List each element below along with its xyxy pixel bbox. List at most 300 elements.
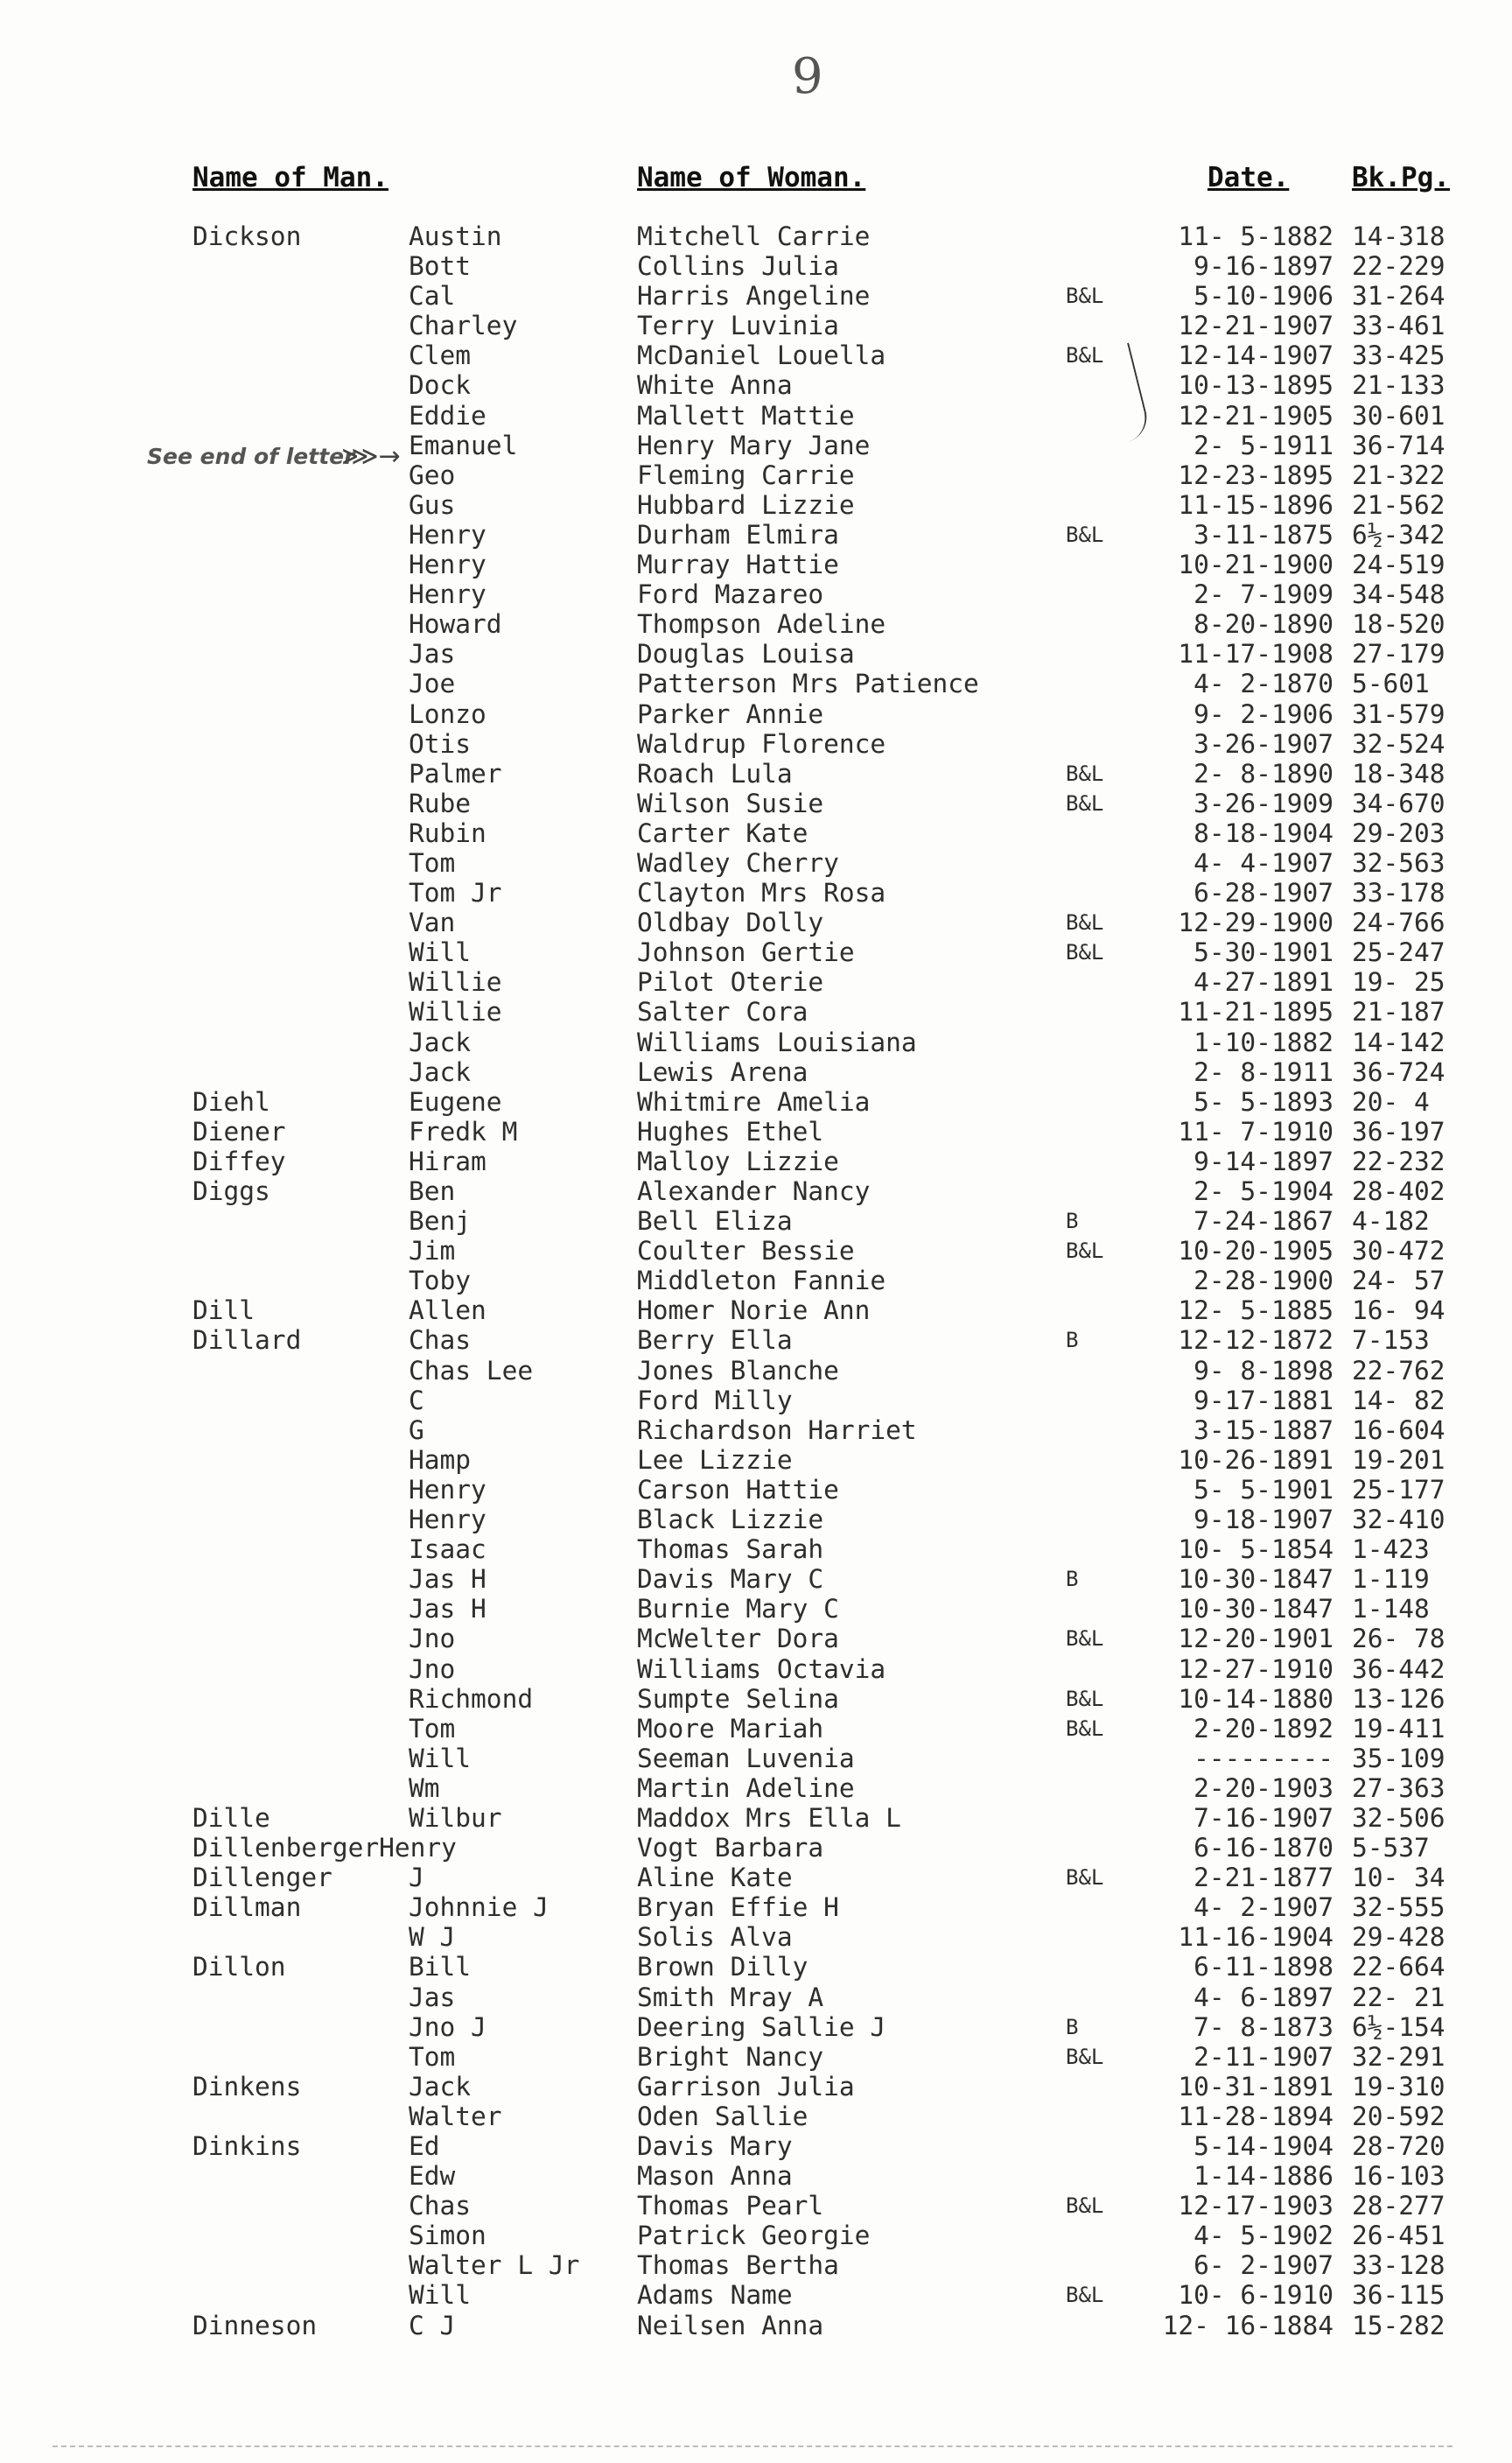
record-date: 8-18-1904 (1194, 817, 1334, 848)
record-date: 5-10-1906 (1194, 281, 1334, 312)
record-book: 24-519 (1352, 550, 1446, 580)
record-woman: Adams Name (637, 2280, 793, 2311)
record-given: Jack (409, 1056, 472, 1087)
record-row (0, 2072, 1512, 2102)
record-book: 32-524 (1352, 728, 1446, 759)
record-given: Johnnie J (409, 1892, 549, 1923)
record-note: B&L (1066, 2193, 1104, 2219)
record-row (0, 908, 1512, 937)
record-given: Simon (409, 2221, 486, 2251)
record-book: 24-766 (1352, 908, 1446, 938)
record-date: 10-30-1847 (1178, 1594, 1334, 1624)
record-date: 2- 5-1911 (1194, 430, 1334, 460)
record-woman: Hubbard Lizzie (637, 489, 855, 520)
record-given: Rubin (409, 817, 486, 848)
record-woman: Thomas Sarah (637, 1534, 824, 1565)
record-woman: Terry Luvinia (637, 311, 839, 341)
record-given: Eddie (409, 400, 486, 431)
record-book: 19-310 (1352, 2071, 1446, 2102)
record-woman: Oden Sallie (637, 2101, 808, 2131)
record-book: 32-410 (1352, 1505, 1446, 1535)
record-note: B&L (1066, 1686, 1104, 1711)
record-row (0, 1892, 1512, 1922)
record-note: B&L (1066, 2044, 1104, 2069)
record-given: Willie (409, 967, 502, 998)
record-surname: Diehl (192, 1086, 270, 1117)
record-woman: McWelter Dora (637, 1624, 839, 1654)
record-woman: Waldrup Florence (637, 728, 886, 759)
record-date: 12-23-1895 (1178, 460, 1334, 490)
record-row (0, 1147, 1512, 1176)
record-date: 12-21-1907 (1178, 311, 1334, 341)
record-given: Bott (409, 251, 472, 282)
record-row (0, 848, 1512, 878)
record-given: Clem (409, 340, 472, 371)
record-woman: Harris Angeline (637, 281, 871, 312)
record-date: 8-20-1890 (1194, 609, 1334, 640)
record-woman: Collins Julia (637, 251, 839, 282)
record-date: 3-26-1907 (1194, 728, 1334, 759)
record-woman: Davis Mary C (637, 1564, 824, 1595)
record-book: 10- 34 (1352, 1863, 1446, 1893)
record-row (0, 2280, 1512, 2310)
record-surname: Dinneson (192, 2310, 318, 2340)
record-book: 1-148 (1352, 1594, 1430, 1624)
record-row (0, 699, 1512, 729)
record-book: 32-506 (1352, 1802, 1446, 1833)
record-date: 12-21-1905 (1178, 400, 1334, 431)
record-date: 12-17-1903 (1178, 2191, 1334, 2221)
page-number: 9 (792, 48, 823, 105)
record-row (0, 1325, 1512, 1355)
record-book: 36-442 (1352, 1653, 1446, 1684)
record-row (0, 1295, 1512, 1325)
record-given: Wm (409, 1772, 440, 1803)
record-date: 11-28-1894 (1178, 2101, 1334, 2131)
record-given: Van (409, 908, 456, 938)
record-date: 11-17-1908 (1178, 639, 1334, 670)
record-book: 27-363 (1352, 1772, 1446, 1803)
record-date: 10- 5-1854 (1178, 1534, 1334, 1565)
record-given: Wilbur (409, 1802, 502, 1833)
record-book: 19-411 (1352, 1713, 1446, 1744)
record-book: 1-423 (1352, 1534, 1430, 1565)
record-book: 31-579 (1352, 698, 1446, 729)
record-note: B&L (1066, 1716, 1104, 1741)
record-row (0, 1684, 1512, 1714)
record-surname: Dill (192, 1295, 256, 1326)
record-row (0, 639, 1512, 669)
record-book: 16- 94 (1352, 1295, 1446, 1326)
record-book: 33-425 (1352, 340, 1446, 371)
record-woman: Roach Lula (637, 758, 793, 789)
record-woman: Vogt Barbara (637, 1833, 824, 1863)
record-woman: Lewis Arena (637, 1056, 808, 1087)
record-woman: Moore Mariah (637, 1713, 824, 1744)
record-given: Jas (409, 1982, 456, 2012)
record-date: 2-28-1900 (1194, 1266, 1334, 1296)
record-date: 4- 6-1897 (1194, 1982, 1334, 2012)
record-book: 31-264 (1352, 281, 1446, 312)
record-book: 33-128 (1352, 2250, 1446, 2281)
record-given: Charley (409, 311, 518, 341)
record-note: B&L (1066, 1626, 1104, 1652)
record-book: 14-318 (1352, 221, 1446, 251)
record-row (0, 1236, 1512, 1266)
header-book-page: Bk.Pg. (1352, 162, 1450, 193)
record-date: 10-13-1895 (1178, 370, 1334, 401)
record-book: 21-133 (1352, 370, 1446, 401)
record-given: Jim (409, 1236, 456, 1267)
record-given: Benj (409, 1206, 472, 1237)
record-given: Toby (409, 1266, 472, 1296)
record-woman: Burnie Mary C (637, 1594, 839, 1624)
record-book: 5-601 (1352, 669, 1430, 699)
record-date: 9-17-1881 (1194, 1385, 1334, 1415)
record-book: 19-201 (1352, 1444, 1446, 1475)
record-woman: Garrison Julia (637, 2071, 855, 2102)
record-woman: Fleming Carrie (637, 460, 855, 490)
record-woman: Black Lizzie (637, 1505, 824, 1535)
record-date: 10-14-1880 (1178, 1683, 1334, 1714)
record-date: 5- 5-1893 (1194, 1086, 1334, 1117)
record-date: 2-20-1892 (1194, 1713, 1334, 1744)
record-row (0, 579, 1512, 609)
record-woman: Mitchell Carrie (637, 221, 871, 251)
record-given: Edw (409, 2161, 456, 2192)
record-row (0, 1803, 1512, 1833)
record-given: Walter (409, 2101, 502, 2131)
record-date: 10-20-1905 (1178, 1236, 1334, 1267)
record-given: Henry (409, 579, 486, 610)
record-note: B&L (1066, 790, 1104, 816)
record-row (0, 2012, 1512, 2042)
record-row (0, 997, 1512, 1027)
record-given: C (409, 1385, 424, 1415)
record-book: 24- 57 (1352, 1266, 1446, 1296)
record-surname: Dillman (192, 1892, 302, 1923)
record-woman: Solis Alva (637, 1922, 793, 1953)
record-row (0, 967, 1512, 997)
record-book: 13-126 (1352, 1683, 1446, 1714)
record-row (0, 1266, 1512, 1295)
record-row (0, 490, 1512, 520)
record-book: 25-247 (1352, 937, 1446, 968)
record-row (0, 1952, 1512, 1982)
record-woman: Douglas Louisa (637, 639, 855, 670)
record-woman: Brown Dilly (637, 1952, 808, 1982)
record-row (0, 1744, 1512, 1773)
record-surname: Dille (192, 1802, 270, 1833)
record-date: 10-21-1900 (1178, 550, 1334, 580)
header-name-of-woman: Name of Woman. (637, 162, 866, 193)
record-book: 33-178 (1352, 878, 1446, 909)
record-date: 12- 5-1885 (1178, 1295, 1334, 1326)
record-row (0, 1087, 1512, 1117)
record-row (0, 789, 1512, 818)
record-row (0, 1714, 1512, 1744)
record-given: Ed (409, 2131, 440, 2161)
record-book: 21-562 (1352, 489, 1446, 520)
record-date: 9- 8-1898 (1194, 1355, 1334, 1386)
record-woman: Wilson Susie (637, 788, 824, 818)
record-book: 26- 78 (1352, 1624, 1446, 1654)
record-date: 12-29-1900 (1178, 908, 1334, 938)
record-date: 7- 8-1873 (1194, 2011, 1334, 2042)
record-book: 4-182 (1352, 1206, 1430, 1237)
record-row (0, 878, 1512, 908)
record-given: Richmond (409, 1683, 534, 1714)
record-woman: Maddox Mrs Ella L (637, 1802, 901, 1833)
record-given: Hamp (409, 1444, 472, 1475)
record-woman: Mallett Mattie (637, 400, 855, 431)
record-given: Henry (409, 550, 486, 580)
record-row (0, 1415, 1512, 1445)
record-row (0, 520, 1512, 550)
record-given: Eugene (409, 1086, 502, 1117)
record-row (0, 1386, 1512, 1415)
record-date: 5-14-1904 (1194, 2131, 1334, 2161)
record-row (0, 609, 1512, 639)
record-given: Cal (409, 281, 456, 312)
record-woman: Oldbay Dolly (637, 908, 824, 938)
record-row (0, 431, 1512, 460)
record-given: Henry (409, 1474, 486, 1505)
record-given: Will (409, 2280, 472, 2311)
record-row (0, 2221, 1512, 2250)
record-given: Bill (409, 1952, 472, 1982)
record-date: 5-30-1901 (1194, 937, 1334, 968)
record-book: 29-428 (1352, 1922, 1446, 1953)
record-row (0, 550, 1512, 579)
record-surname: Diggs (192, 1176, 270, 1206)
record-row (0, 1982, 1512, 2012)
record-woman: Deering Sallie J (637, 2011, 886, 2042)
record-row (0, 1594, 1512, 1624)
record-woman: Sumpte Selina (637, 1683, 839, 1714)
record-book: 22-664 (1352, 1952, 1446, 1982)
record-woman: Durham Elmira (637, 519, 839, 550)
record-date: 12-12-1872 (1178, 1325, 1334, 1356)
record-date: 10-31-1891 (1178, 2071, 1334, 2102)
record-woman: Ford Mazareo (637, 579, 824, 610)
record-date: --------- (1194, 1743, 1334, 1773)
record-row (0, 1922, 1512, 1952)
records-list (0, 221, 1512, 2340)
record-given: Will (409, 937, 472, 968)
record-row (0, 1505, 1512, 1534)
record-date: 7-24-1867 (1194, 1206, 1334, 1237)
record-note: B&L (1066, 761, 1104, 786)
record-date: 4-27-1891 (1194, 967, 1334, 998)
record-book: 28-402 (1352, 1176, 1446, 1206)
record-date: 11-16-1904 (1178, 1922, 1334, 1953)
record-book: 32-555 (1352, 1892, 1446, 1923)
record-date: 10-26-1891 (1178, 1444, 1334, 1475)
record-row (0, 759, 1512, 789)
header-date: Date. (1208, 162, 1290, 193)
record-date: 2-21-1877 (1194, 1863, 1334, 1893)
record-row (0, 311, 1512, 340)
record-note: B (1066, 2014, 1079, 2039)
record-given: Tom (409, 2041, 456, 2072)
record-book: 14- 82 (1352, 1385, 1446, 1415)
record-book: 19- 25 (1352, 967, 1446, 998)
record-date: 4- 5-1902 (1194, 2221, 1334, 2251)
record-book: 34-670 (1352, 788, 1446, 818)
record-date: 2-20-1903 (1194, 1772, 1334, 1803)
record-date: 5- 5-1901 (1194, 1474, 1334, 1505)
record-date: 9-14-1897 (1194, 1146, 1334, 1176)
record-book: 18-520 (1352, 609, 1446, 640)
record-date: 2- 8-1890 (1194, 758, 1334, 789)
record-woman: Berry Ella (637, 1325, 793, 1356)
record-given: C J (409, 2310, 456, 2340)
record-row (0, 1176, 1512, 1206)
record-date: 12-14-1907 (1178, 340, 1334, 371)
record-row (0, 2191, 1512, 2221)
record-given: Ben (409, 1176, 456, 1206)
record-note: B&L (1066, 343, 1104, 368)
record-woman: Jones Blanche (637, 1355, 839, 1386)
record-date: 10- 6-1910 (1178, 2280, 1334, 2311)
record-row (0, 2102, 1512, 2131)
record-date: 10-30-1847 (1178, 1564, 1334, 1595)
record-row (0, 1564, 1512, 1594)
record-surname: Dillard (192, 1325, 302, 1356)
record-book: 32-291 (1352, 2041, 1446, 2072)
record-row (0, 1833, 1512, 1863)
record-given: Tom (409, 847, 456, 878)
record-given: Jno J (409, 2011, 486, 2042)
record-book: 28-277 (1352, 2191, 1446, 2221)
record-given: Will (409, 1743, 472, 1773)
record-row (0, 460, 1512, 490)
record-surname: Dickson (192, 221, 302, 251)
record-date: 7-16-1907 (1194, 1802, 1334, 1833)
record-woman: Thompson Adeline (637, 609, 886, 640)
record-book: 16-103 (1352, 2161, 1446, 2192)
record-row (0, 1117, 1512, 1147)
record-given: Jno (409, 1624, 456, 1654)
record-given: Gus (409, 489, 456, 520)
record-book: 20-592 (1352, 2101, 1446, 2131)
record-book: 6½-154 (1352, 2011, 1446, 2042)
record-date: 12- 16-1884 (1162, 2310, 1334, 2340)
record-book: 22-762 (1352, 1355, 1446, 1386)
record-row (0, 1206, 1512, 1236)
record-row (0, 1057, 1512, 1087)
record-row (0, 340, 1512, 370)
record-given: Allen (409, 1295, 486, 1326)
record-woman: Aline Kate (637, 1863, 793, 1893)
record-woman: Carter Kate (637, 817, 808, 848)
record-row (0, 818, 1512, 848)
record-given: Geo (409, 460, 456, 490)
record-book: 36-115 (1352, 2280, 1446, 2311)
record-date: 11-15-1896 (1178, 489, 1334, 520)
record-given: J (409, 1863, 424, 1893)
record-date: 11-21-1895 (1178, 997, 1334, 1028)
record-given: W J (409, 1922, 456, 1953)
record-date: 1-14-1886 (1194, 2161, 1334, 2192)
record-book: 32-563 (1352, 847, 1446, 878)
record-note: B&L (1066, 940, 1104, 965)
record-surname: Dillenger (192, 1863, 332, 1893)
record-surname: Diener (192, 1116, 286, 1147)
record-row (0, 370, 1512, 400)
record-woman: Hughes Ethel (637, 1116, 824, 1147)
record-date: 3-26-1909 (1194, 788, 1334, 818)
record-date: 2-11-1907 (1194, 2041, 1334, 2072)
record-book: 6½-342 (1352, 519, 1446, 550)
record-given: Chas (409, 2191, 472, 2221)
record-book: 18-348 (1352, 758, 1446, 789)
record-date: 2- 8-1911 (1194, 1056, 1334, 1087)
record-book: 20- 4 (1352, 1086, 1430, 1117)
record-book: 15-282 (1352, 2310, 1446, 2340)
record-date: 12-20-1901 (1178, 1624, 1334, 1654)
record-book: 7-153 (1352, 1325, 1430, 1356)
record-given: Palmer (409, 758, 502, 789)
record-surname: DillenbergerHenry (192, 1833, 457, 1863)
record-date: 3-15-1887 (1194, 1414, 1334, 1445)
record-row (0, 2131, 1512, 2161)
record-date: 4- 2-1907 (1194, 1892, 1334, 1923)
record-row (0, 1773, 1512, 1803)
record-given: Chas Lee (409, 1355, 534, 1386)
record-book: 26-451 (1352, 2221, 1446, 2251)
record-row (0, 1534, 1512, 1564)
record-given: Jno (409, 1653, 456, 1684)
record-book: 28-720 (1352, 2131, 1446, 2161)
record-woman: Patrick Georgie (637, 2221, 871, 2251)
record-note: B&L (1066, 1865, 1104, 1891)
record-row (0, 1475, 1512, 1505)
record-woman: Alexander Nancy (637, 1176, 871, 1206)
record-given: Otis (409, 728, 472, 759)
record-row (0, 2161, 1512, 2191)
record-woman: Parker Annie (637, 698, 824, 729)
record-note: B&L (1066, 2283, 1104, 2308)
record-given: Jack (409, 1027, 472, 1057)
record-woman: Clayton Mrs Rosa (637, 878, 886, 909)
record-woman: White Anna (637, 370, 793, 401)
record-surname: Dinkens (192, 2071, 302, 2102)
record-woman: Williams Octavia (637, 1653, 886, 1684)
record-given: Hiram (409, 1146, 486, 1176)
record-note: B&L (1066, 1239, 1104, 1264)
record-woman: Bryan Effie H (637, 1892, 839, 1923)
record-book: 29-203 (1352, 817, 1446, 848)
record-woman: Malloy Lizzie (637, 1146, 839, 1176)
record-given: Lonzo (409, 698, 486, 729)
record-woman: Salter Cora (637, 997, 808, 1028)
record-book: 5-537 (1352, 1833, 1430, 1863)
record-date: 6- 2-1907 (1194, 2250, 1334, 2281)
record-woman: Henry Mary Jane (637, 430, 871, 460)
record-book: 36-197 (1352, 1116, 1446, 1147)
record-date: 6-11-1898 (1194, 1952, 1334, 1982)
header-name-of-man: Name of Man. (192, 162, 388, 193)
record-row (0, 221, 1512, 251)
record-woman: Whitmire Amelia (637, 1086, 871, 1117)
record-row (0, 2042, 1512, 2072)
record-woman: Murray Hattie (637, 550, 839, 580)
record-book: 14-142 (1352, 1027, 1446, 1057)
record-given: Joe (409, 669, 456, 699)
record-woman: Mason Anna (637, 2161, 793, 2192)
